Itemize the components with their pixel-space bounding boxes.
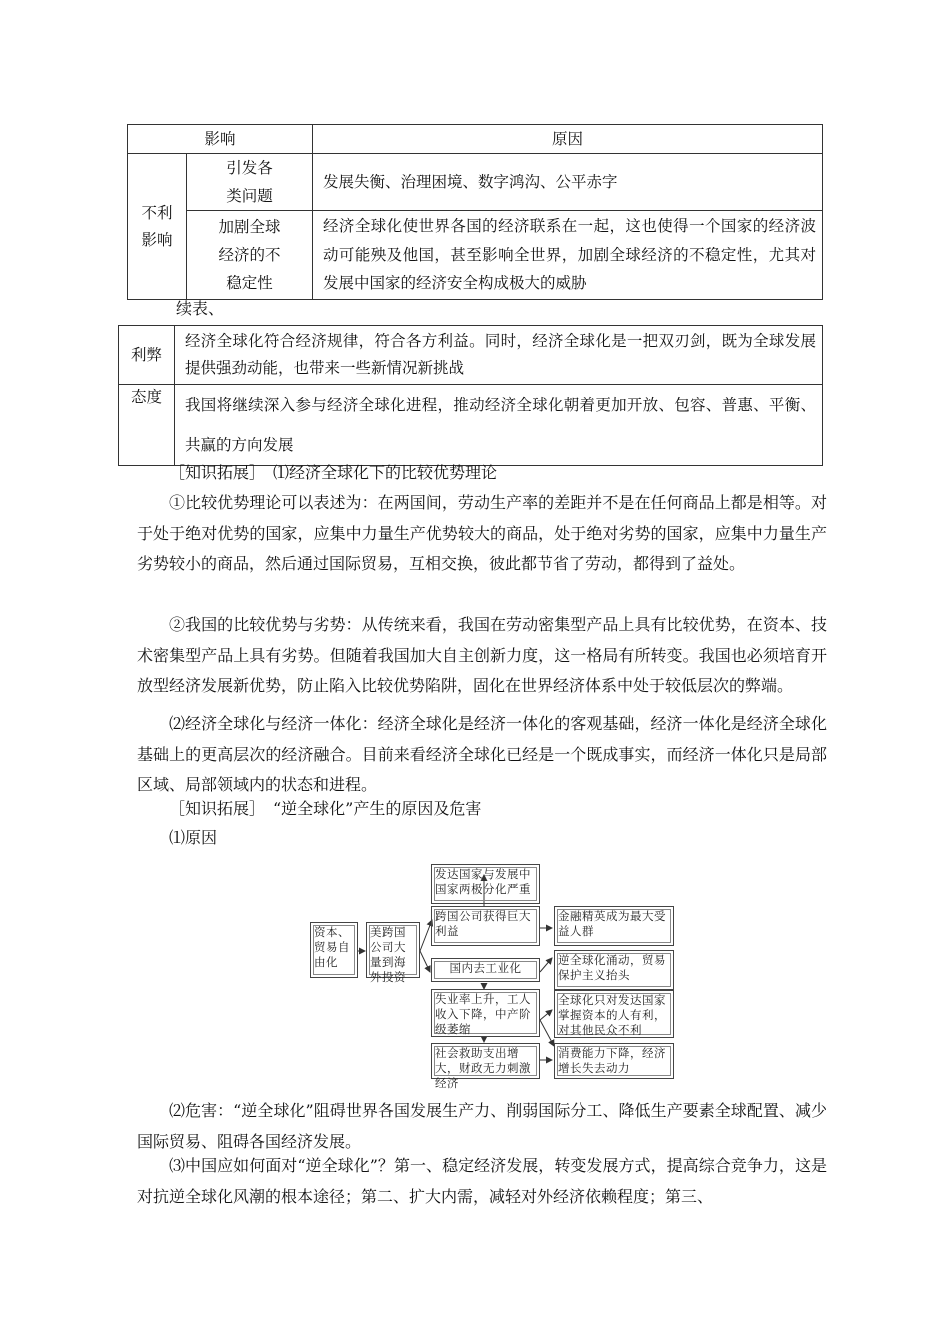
header-reason: 原因 [313,125,823,154]
node-capital-trade-liberalization: 资本、贸易自由化 [310,922,358,978]
header-impact: 影响 [128,125,313,154]
group-label-adverse: 不利 影响 [128,154,187,300]
paragraph-china-response: ⑶中国应如何面对“逆全球化”？第一、稳定经济发展，转变发展方式，提高综合竞争力，这是对抗逆全球化风潮的根本途径；第二、扩大内需，减轻对外经济依赖程度；第三、 [137,1156,827,1206]
impact-cell: 加剧全球 经济的不 稳定性 [187,211,313,300]
node-benefits-capital-owners: 全球化只对发达国家掌握资本的人有利，对其他民众不利 [554,990,674,1038]
node-multinational-profits: 跨国公司获得巨大利益 [431,906,540,946]
knowledge-extension-title-1: ［知识拓展］ ⑴经济全球化下的比较优势理论 [169,463,498,482]
knowledge-extension-title-2: ［知识拓展］ “逆全球化”产生的原因及危害 [169,799,482,818]
attitude-table [118,325,823,466]
arrow [540,1010,552,1020]
arrow [540,1020,554,1046]
arrow [420,951,430,972]
paragraph-china-advantage: ②我国的比较优势与劣势：从传统来看，我国在劳动密集型产品上具有比较优势，在资本、技术密集型产品上具有劣势。但随着我国加大自主创新力度，这一格局有所转变。我国也必须培育开放型经济发展新优势，防止陷入比较优势陷阱，固化在世界经济体系中处于较低层次的弊端。 [137,615,827,695]
reason-cell: 发展失衡、治理困境、数字鸿沟、公平赤字 [313,154,823,211]
row-label-pros-cons: 利弊 [119,326,175,385]
arrow [540,958,552,972]
node-unemployment: 失业率上升，工人收入下降，中产阶级萎缩 [431,989,540,1037]
paragraph-globalization-integration: ⑵经济全球化与经济一体化：经济全球化是经济一体化的客观基础，经济一体化是经济全球化基础上的更高层次的经济融合。目前来看经济全球化已经是一个既成事实，而经济一体化只是局部区域、局部领域内的状态和进程。 [137,714,827,794]
subheading-causes: ⑴原因 [169,828,218,847]
node-consumption-decline: 消费能力下降，经济增长失去动力 [554,1043,674,1079]
paragraph-comparative-advantage: ①比较优势理论可以表述为：在两国间，劳动生产率的差距并不是在任何商品上都是相等。对于处于绝对优势的国家，应集中力量生产优势较大的商品，处于绝对劣势的国家，应集中力量生产劣势较小的商品，然后通过国际贸易，互相交换，彼此都节省了劳动，都得到了益处。 [137,493,827,573]
paragraph-harms: ⑵危害：“逆全球化”阻碍世界各国发展生产力、削弱国际分工、降低生产要素全球配置、减少国际贸易、阻碍各国经济发展。 [137,1101,827,1151]
node-social-relief-spending: 社会救助支出增大，财政无力刺激经济 [431,1043,540,1079]
row-label-attitude: 态度 [119,385,175,466]
node-deglobalization-protectionism: 逆全球化涌动，贸易保护主义抬头 [554,950,674,990]
impact-cell: 引发各 类问题 [187,154,313,211]
node-financial-elites: 金融精英成为最大受益人群 [554,906,674,946]
row-content: 经济全球化符合经济规律，符合各方利益。同时，经济全球化是一把双刃剑，既为全球发展提供强劲动能，也带来一些新情况新挑战 [175,326,823,385]
row-content: 我国将继续深入参与经济全球化进程，推动经济全球化朝着更加开放、包容、普惠、平衡、共赢的方向发展 [175,385,823,466]
node-us-multinational-investment: 美跨国公司大量到海外投资 [366,922,420,978]
node-deindustrialization: 国内去工业化 [431,958,540,982]
continued-label: 续表、 [176,299,225,318]
reason-cell: 经济全球化使世界各国的经济联系在一起，这也使得一个国家的经济波动可能殃及他国，甚至影响全世界，加剧全球经济的不稳定性，尤其对发展中国家的经济安全构成极大的威胁 [313,211,823,300]
impact-table [127,124,823,300]
node-polarization: 发达国家与发展中国家两极分化严重 [431,864,540,904]
